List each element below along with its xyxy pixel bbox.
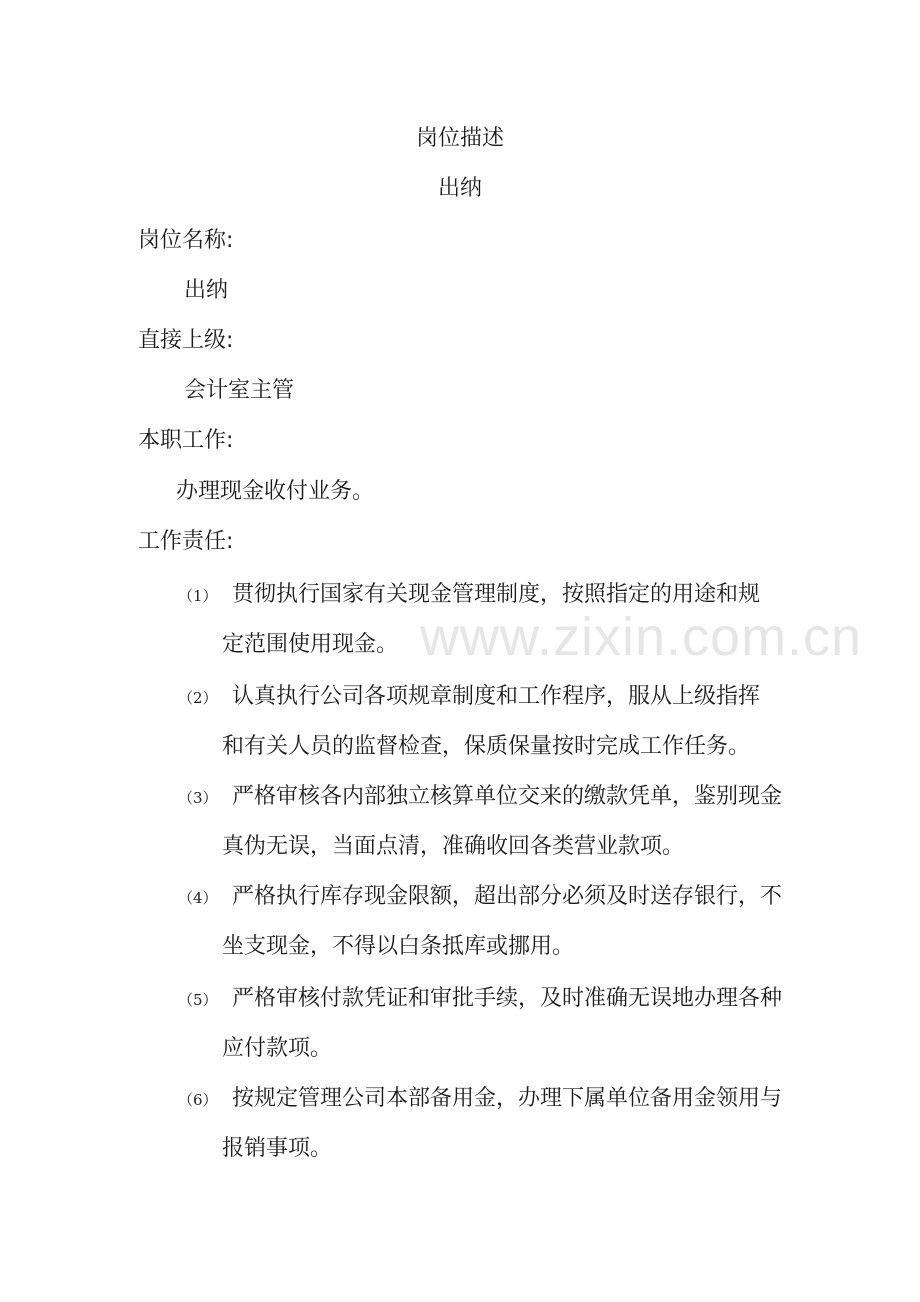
responsibility-number: （5） bbox=[178, 991, 218, 1009]
field-label-direct-superior: 直接上级: bbox=[138, 328, 234, 353]
responsibility-text bbox=[222, 672, 788, 772]
responsibility-line: 真伪无误，当面点清，准确收回各类营业款项。 bbox=[222, 834, 685, 859]
responsibility-line: 严格执行库存现金限额，超出部分必须及时送存银行，不 bbox=[232, 884, 783, 909]
responsibility-line: 按规定管理公司本部备用金，办理下属单位备用金领用与 bbox=[232, 1086, 783, 1111]
field-value-main-duty: 办理现金收付业务。 bbox=[176, 479, 375, 504]
document-subtitle: 出纳 bbox=[437, 176, 482, 201]
responsibility-number: （2） bbox=[178, 689, 218, 707]
responsibility-line: 严格审核付款凭证和审批手续，及时准确无误地办理各种 bbox=[232, 986, 783, 1011]
responsibility-line: 和有关人员的监督检查，保质保量按时完成工作任务。 bbox=[222, 734, 751, 759]
field-label-main-duty: 本职工作: bbox=[138, 428, 234, 453]
responsibility-number: （6） bbox=[178, 1091, 218, 1109]
responsibility-line: 坐支现金，不得以白条抵库或挪用。 bbox=[222, 934, 575, 959]
responsibility-text bbox=[222, 1074, 788, 1174]
responsibility-text bbox=[222, 570, 788, 670]
responsibility-number: （4） bbox=[178, 889, 218, 907]
field-value-position-name: 出纳 bbox=[184, 278, 229, 303]
responsibility-number: （1） bbox=[178, 587, 218, 605]
document-title: 岗位描述 bbox=[415, 126, 504, 151]
responsibility-number: （3） bbox=[178, 789, 218, 807]
responsibility-line: 定范围使用现金。 bbox=[222, 632, 399, 657]
responsibility-text bbox=[222, 974, 788, 1074]
watermark: www.zixin.com.cn bbox=[420, 607, 863, 667]
responsibility-line: 贯彻执行国家有关现金管理制度，按照指定的用途和规 bbox=[232, 582, 761, 607]
responsibility-line: 报销事项。 bbox=[222, 1136, 333, 1161]
responsibility-line: 认真执行公司各项规章制度和工作程序，服从上级指挥 bbox=[232, 684, 761, 709]
responsibilities-label: 工作责任: bbox=[138, 529, 234, 554]
responsibility-text bbox=[222, 772, 788, 872]
responsibility-line: 严格审核各内部独立核算单位交来的缴款凭单，鉴别现金 bbox=[232, 784, 783, 809]
field-label-position-name: 岗位名称: bbox=[138, 228, 234, 253]
responsibility-text bbox=[222, 872, 788, 972]
field-value-direct-superior: 会计室主管 bbox=[184, 378, 295, 403]
responsibility-line: 应付款项。 bbox=[222, 1036, 333, 1061]
